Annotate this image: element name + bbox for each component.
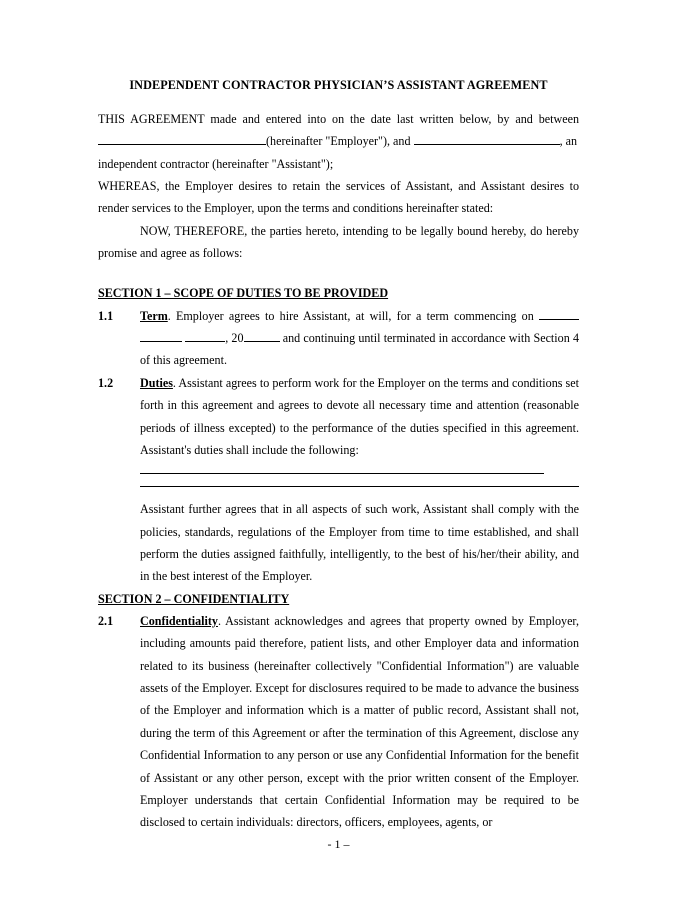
page-title: INDEPENDENT CONTRACTOR PHYSICIAN’S ASSISTANT AGREEMENT — [129, 78, 548, 92]
clause-2-1-title: Confidentiality — [140, 614, 218, 629]
term-month-blank[interactable] — [539, 319, 579, 320]
clause-1-2-title: Duties — [140, 375, 173, 390]
clause-1-2-text-1: . Assistant agrees to perform work for the Employer on the terms and conditions set forth in this agreement and agrees to devote all necessary time and attention (reasonable periods of illness excepted) to the performance of the duties specified in this agreement. Assistant's duties shall include the following: — [140, 375, 579, 457]
clause-2-1-body — [140, 610, 579, 834]
intro-line-2-tail: , an — [559, 134, 578, 149]
clause-1-1-body — [140, 305, 579, 372]
clause-2-1 — [98, 610, 579, 834]
clause-2-1-number: 2.1 — [98, 614, 114, 629]
assistant-name-blank[interactable] — [414, 144, 560, 145]
clause-1-1-text-1: . Employer agrees to hire Assistant, at will, for a term commencing on — [167, 308, 539, 323]
term-day-blank[interactable] — [140, 341, 182, 342]
clause-1-2-number: 1.2 — [98, 375, 114, 390]
whereas-paragraph: WHEREAS, the Employer desires to retain the services of Assistant, and Assistant desires to render services to the Employer, upon the terms and conditions hereinafter stated: — [98, 178, 579, 216]
intro-line-2: (hereinafter "Employer"), and — [266, 134, 411, 149]
duties-fill-line-2[interactable] — [140, 486, 579, 487]
clause-1-1-text-3: , 20 — [225, 331, 244, 346]
clause-2-1-text: . Assistant acknowledges and agrees that property owned by Employer, including amounts paid therefore, patient lists, and other Employer data and information related to its business (hereinafter collectively "Confidential Information") are valuable assets of the Employer. Except for disclosures required to be made to advance the business of the Employer and information which is a matter of public record, Assistant shall not, during the term of this Agreement or after the termination of this Agreement, disclose any Confidential Information to any person or use any Confidential Information for the benefit of Assistant or any other person, except with the prior written consent of the Employer. Employer understands that certain Confidential Information may be required to be disclosed to certain individuals: directors, officers, employees, agents, or — [140, 614, 579, 830]
clause-1-1-number: 1.1 — [98, 308, 114, 323]
clause-1-1-title: Term — [140, 308, 168, 323]
intro-line-1: THIS AGREEMENT made and entered into on the date last written below, by and between — [98, 111, 579, 126]
term-day2-blank[interactable] — [185, 341, 225, 342]
page-number-footer: - 1 – — [327, 837, 350, 851]
clause-1-1-text-4: and continuing until terminated in accordance with Section 4 of this agreement. — [140, 331, 579, 368]
term-year-blank[interactable] — [244, 341, 280, 342]
section-1-heading: SECTION 1 – SCOPE OF DUTIES TO BE PROVIDED — [98, 286, 389, 301]
duties-fill-line-1[interactable] — [140, 473, 544, 474]
clause-1-2-text-2: Assistant further agrees that in all aspects of such work, Assistant shall comply with the policies, standards, regulations of the Employer from time to time established, and shall perform the duties assigned faithfully, intelligently, to the best of his/her/their ability, and in the best interest of the Employer. — [140, 502, 579, 584]
employer-name-blank[interactable] — [98, 144, 266, 145]
clause-1-2-body — [140, 372, 579, 588]
section-2-heading: SECTION 2 – CONFIDENTIALITY — [98, 591, 290, 606]
clause-1-2 — [98, 372, 579, 588]
clause-1-1 — [98, 305, 579, 372]
intro-paragraph-1 — [98, 108, 579, 153]
now-therefore-paragraph: NOW, THEREFORE, the parties hereto, intending to be legally bound hereby, do hereby promise and agree as follows: — [98, 223, 579, 261]
intro-paragraph-2: independent contractor (hereinafter "Assistant"); — [98, 156, 334, 171]
